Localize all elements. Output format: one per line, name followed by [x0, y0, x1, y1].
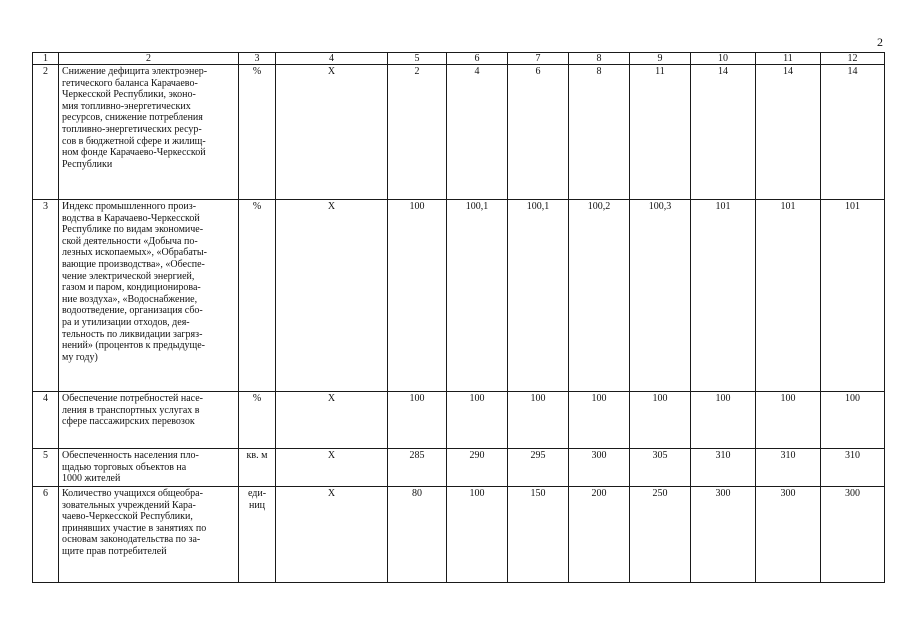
year-value-cell: 100: [508, 392, 569, 449]
table-row: [33, 392, 885, 449]
year-value-cell: 290: [447, 449, 508, 487]
table-row: [33, 65, 885, 200]
year-value-cell: 200: [569, 487, 630, 583]
base-value-cell: X: [276, 65, 388, 200]
year-value-cell: 285: [388, 449, 447, 487]
year-value-cell: 100: [756, 392, 821, 449]
column-number-cell: 12: [821, 53, 885, 65]
year-value-cell: 310: [821, 449, 885, 487]
year-value-cell: 14: [821, 65, 885, 200]
year-value-cell: 150: [508, 487, 569, 583]
table-body: [33, 53, 885, 583]
indicator-name-cell: Индекс промышленного произ- водства в Карачаево-Черкесской Республике по видам экономиче- ской деятельности «Добыча по- лезных ископаемых», «Обрабаты- вающие производства», «Обеспе- чение электрической энергией, газом и паром, кондиционирова- ние воздуха», «Водоснабжение, водоотведение, организация сбо- ра и утилизации отходов, дея- тельность по ликвидации загряз- нений» (процентов к предыдуще- му году): [59, 200, 239, 392]
year-value-cell: 250: [630, 487, 691, 583]
column-number-cell: 8: [569, 53, 630, 65]
column-number-cell: 7: [508, 53, 569, 65]
column-number-cell: 2: [59, 53, 239, 65]
table-row: [33, 200, 885, 392]
indicators-table: [32, 52, 885, 583]
base-value-cell: X: [276, 392, 388, 449]
year-value-cell: 310: [756, 449, 821, 487]
base-value-cell: X: [276, 200, 388, 392]
row-number-cell: 3: [33, 200, 59, 392]
year-value-cell: 100: [569, 392, 630, 449]
unit-cell: %: [239, 200, 276, 392]
year-value-cell: 11: [630, 65, 691, 200]
year-value-cell: 4: [447, 65, 508, 200]
year-value-cell: 100,1: [508, 200, 569, 392]
year-value-cell: 100: [388, 392, 447, 449]
column-number-cell: 9: [630, 53, 691, 65]
year-value-cell: 101: [756, 200, 821, 392]
year-value-cell: 100: [630, 392, 691, 449]
page-number: 2: [877, 35, 883, 49]
column-number-cell: 5: [388, 53, 447, 65]
year-value-cell: 300: [569, 449, 630, 487]
year-value-cell: 100: [821, 392, 885, 449]
year-value-cell: 8: [569, 65, 630, 200]
year-value-cell: 100,3: [630, 200, 691, 392]
year-value-cell: 300: [756, 487, 821, 583]
year-value-cell: 14: [756, 65, 821, 200]
year-value-cell: 100: [447, 487, 508, 583]
column-number-cell: 6: [447, 53, 508, 65]
row-number-cell: 2: [33, 65, 59, 200]
table-row: [33, 487, 885, 583]
indicator-name-cell: Обеспеченность населения пло- щадью торговых объектов на 1000 жителей: [59, 449, 239, 487]
year-value-cell: 14: [691, 65, 756, 200]
indicator-name-cell: Количество учащихся общеобра- зовательных учреждений Кара- чаево-Черкесской Республики, принявших участие в занятиях по основам законодательства по за- щите прав потребителей: [59, 487, 239, 583]
year-value-cell: 310: [691, 449, 756, 487]
unit-cell: еди- ниц: [239, 487, 276, 583]
year-value-cell: 100: [388, 200, 447, 392]
column-number-row: [33, 53, 885, 65]
year-value-cell: 300: [691, 487, 756, 583]
year-value-cell: 300: [821, 487, 885, 583]
year-value-cell: 80: [388, 487, 447, 583]
unit-cell: %: [239, 392, 276, 449]
year-value-cell: 100: [691, 392, 756, 449]
indicator-name-cell: Обеспечение потребностей насе- ления в транспортных услугах в сфере пассажирских перевозок: [59, 392, 239, 449]
table-row: [33, 449, 885, 487]
year-value-cell: 100: [447, 392, 508, 449]
column-number-cell: 1: [33, 53, 59, 65]
year-value-cell: 101: [691, 200, 756, 392]
row-number-cell: 6: [33, 487, 59, 583]
base-value-cell: X: [276, 487, 388, 583]
year-value-cell: 6: [508, 65, 569, 200]
column-number-cell: 11: [756, 53, 821, 65]
year-value-cell: 100,2: [569, 200, 630, 392]
row-number-cell: 5: [33, 449, 59, 487]
unit-cell: %: [239, 65, 276, 200]
year-value-cell: 295: [508, 449, 569, 487]
year-value-cell: 100,1: [447, 200, 508, 392]
column-number-cell: 10: [691, 53, 756, 65]
year-value-cell: 2: [388, 65, 447, 200]
unit-cell: кв. м: [239, 449, 276, 487]
year-value-cell: 101: [821, 200, 885, 392]
year-value-cell: 305: [630, 449, 691, 487]
indicator-name-cell: Снижение дефицита электроэнер- гетического баланса Карачаево- Черкесской Республики, эконо- мия топливно-энергетических ресурсов, снижение потребления топливно-энергетических ресур- сов в бюджетной сфере и жилищ- ном фонде Карачаево-Черкесской Республики: [59, 65, 239, 200]
column-number-cell: 4: [276, 53, 388, 65]
column-number-cell: 3: [239, 53, 276, 65]
base-value-cell: X: [276, 449, 388, 487]
row-number-cell: 4: [33, 392, 59, 449]
